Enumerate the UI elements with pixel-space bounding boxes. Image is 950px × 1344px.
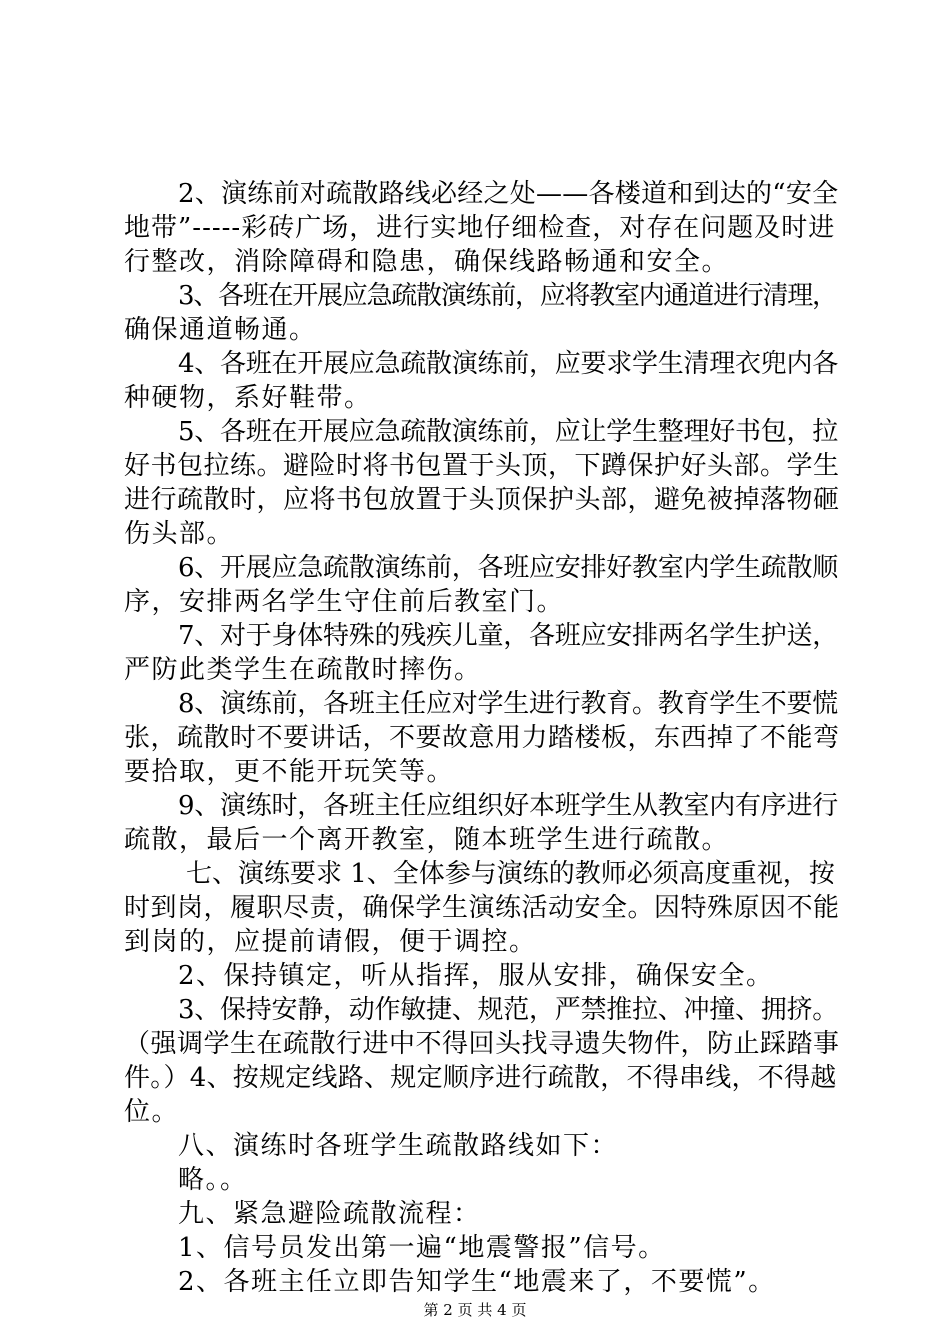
text-line: 行整改，消除障碍和隐患，确保线路畅通和安全。: [124, 247, 730, 277]
text-line: 略。。: [178, 1165, 248, 1195]
text-line: 地带”-----彩砖广场，进行实地仔细检查，对存在问题及时进: [124, 213, 836, 243]
text-line: 确保通道畅通。: [124, 315, 317, 345]
text-line: 3、各班在开展应急疏散演练前，应将教室内通道进行清理，: [178, 281, 837, 311]
text-line: 9、演练时，各班主任应组织好本班学生从教室内有序进行: [178, 791, 839, 821]
text-line: （强调学生在疏散行进中不得回头找寻遗失物件，防止踩踏事: [124, 1029, 840, 1059]
text-line: 位。: [124, 1097, 180, 1127]
text-line: 3、保持安静，动作敏捷、规范，严禁推拉、冲撞、拥挤。: [178, 995, 839, 1025]
page-footer: 第 2 页 共 4 页: [423, 1301, 527, 1319]
text-line: 2、演练前对疏散路线必经之处——各楼道和到达的“安全: [178, 179, 839, 209]
text-line: 种硬物，系好鞋带。: [124, 383, 372, 413]
text-line: 要拾取，更不能开玩笑等。: [124, 757, 455, 787]
text-line: 序，安排两名学生守住前后教室门。: [124, 587, 565, 617]
text-line: 8、演练前，各班主任应对学生进行教育。教育学生不要慌: [178, 689, 839, 719]
text-line: 八、演练时各班学生疏散路线如下：: [178, 1131, 619, 1161]
text-line: 7、对于身体特殊的残疾儿童，各班应安排两名学生护送，: [178, 621, 839, 651]
text-line: 到岗的，应提前请假，便于调控。: [124, 927, 537, 957]
text-line: 时到岗，履职尽责，确保学生演练活动安全。因特殊原因不能: [124, 893, 840, 923]
text-line: 九、紧急避险疏散流程：: [178, 1199, 481, 1229]
text-line: 进行疏散时，应将书包放置于头顶保护头部，避免被掉落物砸: [124, 485, 840, 515]
text-line: 严防此类学生在疏散时摔伤。: [124, 655, 482, 685]
text-line: 疏散，最后一个离开教室，随本班学生进行疏散。: [124, 825, 730, 855]
text-line: 5、各班在开展应急疏散演练前，应让学生整理好书包，拉: [178, 417, 839, 447]
text-line: 好书包拉练。避险时将书包置于头顶，下蹲保护好头部。学生: [124, 451, 840, 481]
text-line: 1、信号员发出第一遍“地震警报”信号。: [178, 1233, 666, 1263]
text-line: 2、各班主任立即告知学生“地震来了，不要慌”。: [178, 1267, 776, 1297]
text-line: 伤头部。: [124, 519, 235, 549]
text-line: 七、演练要求 1、全体参与演练的教师必须高度重视，按: [186, 859, 835, 889]
text-line: 4、各班在开展应急疏散演练前，应要求学生清理衣兜内各: [178, 349, 839, 379]
text-line: 2、保持镇定，听从指挥，服从安排，确保安全。: [178, 961, 774, 991]
text-line: 件。）4、按规定线路、规定顺序进行疏散，不得串线，不得越: [124, 1063, 837, 1093]
text-line: 张，疏散时不要讲话，不要故意用力踏楼板，东西掉了不能弯: [124, 723, 840, 753]
text-line: 6、开展应急疏散演练前，各班应安排好教室内学生疏散顺: [178, 553, 839, 583]
